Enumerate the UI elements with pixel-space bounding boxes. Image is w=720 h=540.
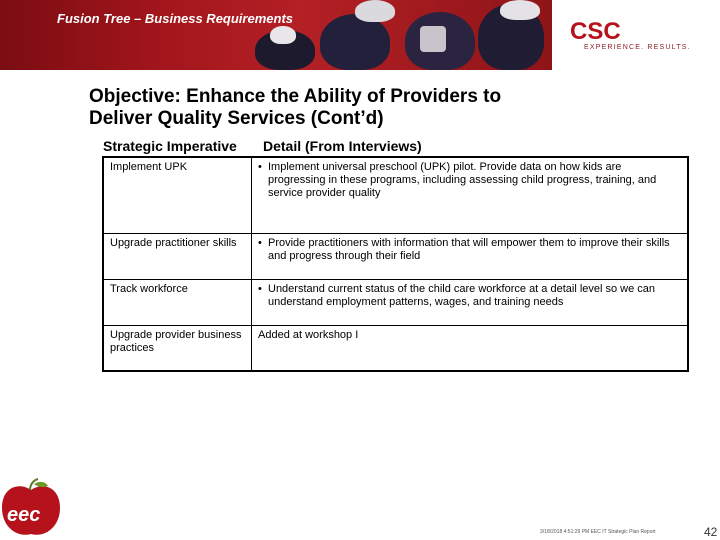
imperative-cell: Upgrade practitioner skills bbox=[103, 233, 252, 279]
header-banner bbox=[0, 0, 552, 70]
bullet: • bbox=[258, 236, 262, 249]
detail-cell bbox=[252, 233, 689, 279]
eec-logo bbox=[0, 478, 62, 540]
footer-text: 3/18/2018 4:51:29 PM EEC IT Strategic Plan Report bbox=[540, 529, 656, 535]
cyclist-image bbox=[500, 0, 540, 20]
detail-cell bbox=[252, 157, 689, 233]
column-header-detail: Detail (From Interviews) bbox=[263, 138, 422, 154]
imperative-cell: Implement UPK bbox=[103, 157, 252, 233]
column-header-imperative: Strategic Imperative bbox=[103, 138, 237, 154]
slide-title-line-2: Deliver Quality Services (Cont’d) bbox=[89, 108, 384, 129]
csc-logo-area bbox=[552, 0, 720, 70]
imperative-cell: Upgrade provider business practices bbox=[103, 325, 252, 371]
slide-title bbox=[89, 86, 501, 130]
imperative-cell: Track workforce bbox=[103, 279, 252, 325]
table-row bbox=[103, 325, 688, 371]
csc-tagline: EXPERIENCE. RESULTS. bbox=[584, 44, 691, 51]
page-number: 42 bbox=[704, 525, 718, 539]
detail-text: Understand current status of the child care workforce at a detail level so we can understand employment patterns, wages, and training needs bbox=[268, 282, 656, 308]
bullet: • bbox=[258, 161, 262, 173]
requirements-table bbox=[102, 156, 689, 372]
eec-logo-text: eec bbox=[7, 504, 41, 526]
detail-cell: Added at workshop I bbox=[252, 325, 689, 371]
detail-cell bbox=[252, 279, 689, 325]
slide-title-line-1: Objective: Enhance the Ability of Providers to bbox=[89, 86, 502, 107]
table-row bbox=[103, 157, 688, 233]
bullet: • bbox=[258, 282, 262, 295]
cyclist-image bbox=[320, 14, 390, 70]
csc-logo-text: CSC bbox=[570, 18, 621, 42]
header-title: Fusion Tree – Business Requirements bbox=[57, 11, 293, 26]
cyclist-image bbox=[270, 26, 296, 44]
cyclist-image bbox=[420, 26, 446, 52]
table-row bbox=[103, 279, 688, 325]
table-row bbox=[103, 233, 688, 279]
cyclist-image bbox=[355, 0, 395, 22]
detail-text: Provide practitioners with information that will empower them to improve their skills and progress through their field bbox=[268, 236, 670, 262]
detail-text: Implement universal preschool (UPK) pilot. Provide data on how kids are progressing in these programs, including assessing child progress, training, and service provider quality bbox=[268, 161, 657, 199]
csc-logo bbox=[570, 18, 630, 42]
